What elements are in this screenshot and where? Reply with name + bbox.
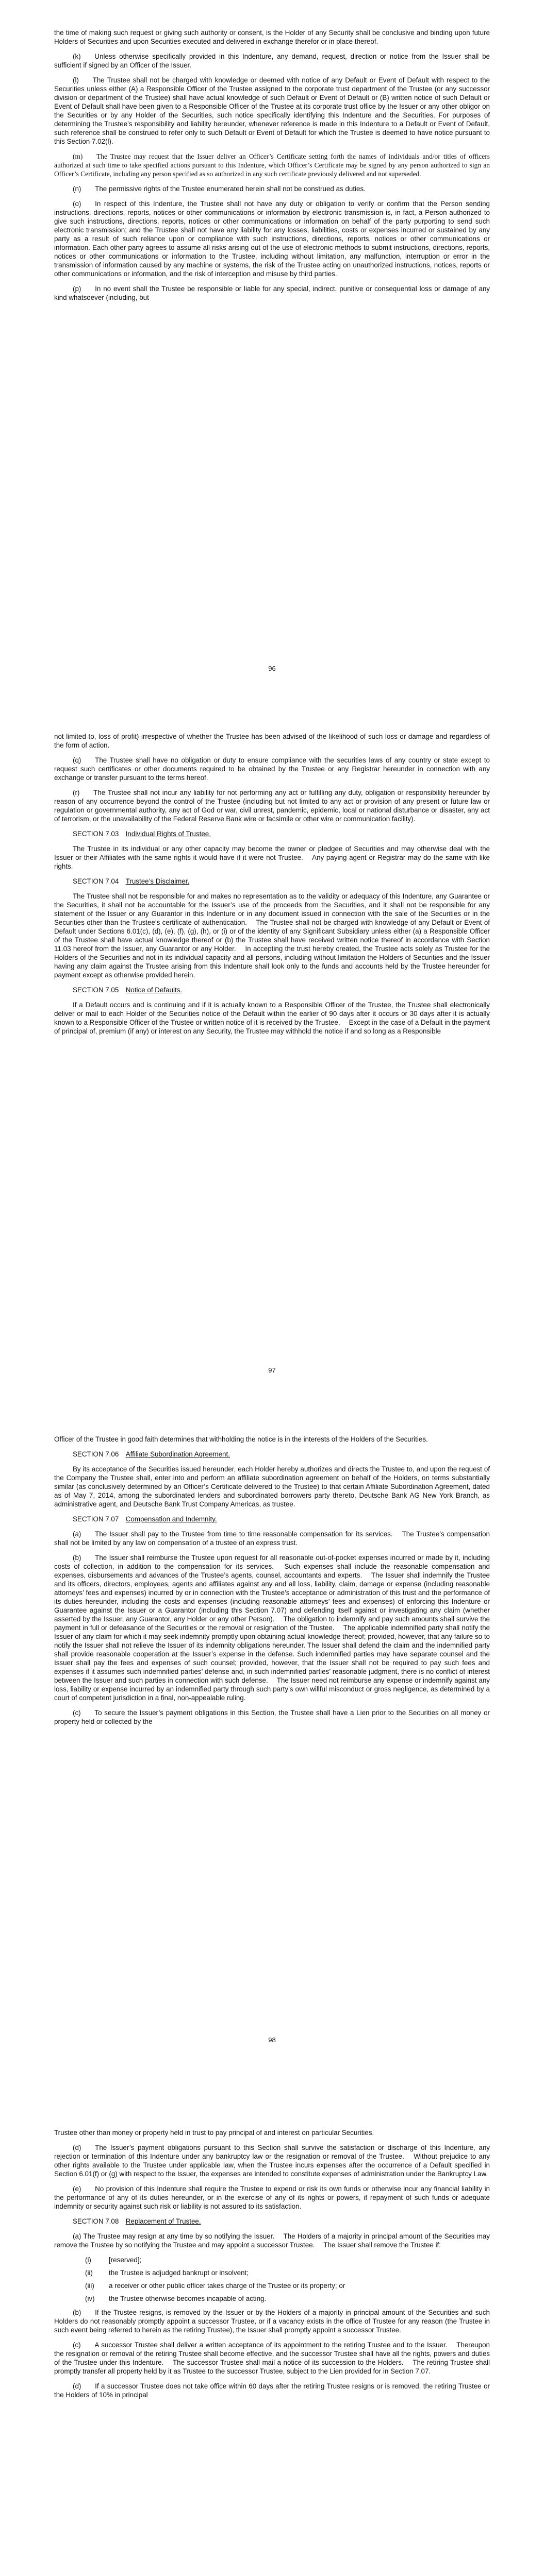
paragraph: By its acceptance of the Securities issued hereunder, each Holder hereby authorizes and directs the Trustee to, and upon the request of the Company the Trustee shall, enter into and perform an affiliate subordination agreement on behalf of the Holders, on terms substantially similar (as conclusively determined by an Officer’s Certificate delivered to the Trustee) to that certain Affiliate Subordination Agreement, dated as of May 7, 2014, among the subordinated lenders and subordinated borrowers party thereto, Deutsche Bank AG New York Branch, as administrative agent, and Deutsche Bank Trust Company Americas, as trustee.	[54, 1465, 490, 1508]
list-item-text: a receiver or other public officer takes charge of the Trustee or its property; or	[109, 2282, 345, 2290]
paragraph: If a Default occurs and is continuing and if it is actually known to a Responsible Officer of the Trustee, the Trustee shall electronically deliver or mail to each Holder of the Securities notice of the Default within the earlier of 90 days after it occurs or 30 days after it is actually known to a Responsible Officer of the Trustee or written notice of it is received by the Trustee. Except in the case of a Default in the payment of principal of, premium (if any) or interest on any Security, the Trustee may withhold the notice if and so long as a Responsible	[54, 1001, 490, 1035]
list-item-number: (iii)	[85, 2282, 94, 2290]
section-title: Replacement of Trustee.	[125, 2217, 201, 2225]
page-body	[54, 28, 490, 308]
section-heading	[54, 986, 490, 994]
section-number: SECTION 7.05	[73, 986, 119, 994]
paragraph: Officer of the Trustee in good faith determines that withholding the notice is in the interests of the Holders of the Securities.	[54, 1435, 428, 1443]
list-item-number: (i)	[85, 2256, 91, 2264]
paragraph: (c) A successor Trustee shall deliver a written acceptance of its appointment to the retiring Trustee and to the Issuer. Thereupon the resignation or removal of the retiring Trustee shall become effective, and the successor Trustee shall have all the rights, powers and duties of the Trustee under this Indenture. The successor Trustee shall mail a notice of its succession to the Holders. The retiring Trustee shall promptly transfer all property held by it as Trustee to the successor Trustee, subject to the Lien provided for in Section 7.07.	[54, 2341, 490, 2375]
section-heading	[54, 829, 490, 838]
page-97	[0, 703, 544, 1406]
paragraph: the time of making such request or giving such authority or consent, is the Holder of any Security shall be conclusive and binding upon future Holders of Securities and upon Securities executed and delivered in exchange therefor or in place thereof.	[54, 29, 490, 45]
page-96	[0, 0, 544, 703]
paragraph: (a) The Issuer shall pay to the Trustee from time to time reasonable compensation for its services. The Trustee’s compensation shall not be limited by any law on compensation of a trustee of an express trust.	[54, 1530, 490, 1547]
list-item	[85, 2268, 490, 2277]
page-number: 98	[268, 2036, 276, 2044]
list-item	[85, 2294, 490, 2303]
section-number: SECTION 7.06	[73, 1450, 119, 1458]
list-item-number: (ii)	[85, 2269, 93, 2277]
list-item	[85, 2256, 490, 2264]
paragraph: not limited to, loss of profit) irrespective of whether the Trustee has been advised of the likelihood of such loss or damage and regardless of the form of action.	[54, 733, 490, 749]
page-number: 97	[268, 1366, 276, 1374]
paragraph: (a) The Trustee may resign at any time by so notifying the Issuer. The Holders of a majority in principal amount of the Securities may remove the Trustee by so notifying the Trustee and may appoint a successor Trustee. The Issuer shall remove the Trustee if:	[54, 2232, 490, 2249]
list-item-number: (iv)	[85, 2295, 95, 2302]
page-98	[0, 1406, 544, 2110]
paragraph: (c) To secure the Issuer’s payment obligations in this Section, the Trustee shall have a Lien prior to the Securities on all money or property held or collected by the	[54, 1709, 490, 1725]
section-title: Notice of Defaults.	[125, 986, 183, 994]
section-title: Affiliate Subordination Agreement.	[125, 1450, 230, 1458]
paragraph: (l) The Trustee shall not be charged with knowledge or deemed with notice of any Default or Event of Default with respect to the Securities unless either (A) a Responsible Officer of the Trustee assigned to the corporate trust department of the Trustee (or any successor division or department of the Trustee) shall have actual knowledge of such Default or Event of Default or (B) written notice of such Default or Event of Default shall have been given to a Responsible Officer of the Trustee at its corporate trust office by the Issuer or any other obligor on the Securities or by any Holder of the Securities, such notice specifically identifying this Indenture and the Securities. For purposes of determining the Trustee’s responsibility and liability hereunder, whenever reference is made in this Indenture to a Default or Event of Default, such reference shall be construed to refer only to such Default or Event of Default for which the Trustee is deemed to have notice pursuant to this Section 7.02(l).	[54, 76, 490, 145]
removal-conditions-list	[85, 2256, 490, 2303]
section-number: SECTION 7.08	[73, 2217, 119, 2225]
list-item-text: the Trustee is adjudged bankrupt or insolvent;	[109, 2269, 249, 2277]
page-number: 96	[268, 665, 276, 672]
section-number: SECTION 7.04	[73, 877, 119, 885]
paragraph: (r) The Trustee shall not incur any liability for not performing any act or fulfilling any duty, obligation or responsibility hereunder by reason of any occurrence beyond the control of the Trustee (including but not limited to any act or provision of any present or future law or regulation or governmental authority, any act of God or war, civil unrest, pandemic, epidemic, local or national disturbance or disaster, any act of terrorism, or the unavailability of the Federal Reserve Bank wire or facsimile or other wire or communication facility).	[54, 789, 490, 823]
section-title: Individual Rights of Trustee.	[125, 830, 211, 838]
page-body	[54, 1435, 490, 1732]
paragraph: (k) Unless otherwise specifically provided in this Indenture, any demand, request, direction or notice from the Issuer shall be sufficient if signed by an Officer of the Issuer.	[54, 53, 490, 69]
paragraph: (p) In no event shall the Trustee be responsible or liable for any special, indirect, punitive or consequential loss or damage of any kind whatsoever (including, but	[54, 285, 490, 301]
paragraph: (b) If the Trustee resigns, is removed by the Issuer or by the Holders of a majority in principal amount of the Securities and such Holders do not reasonably promptly appoint a successor Trustee, or if a vacancy exists in the office of Trustee for any reason (the Trustee in such event being referred to herein as the retiring Trustee), the Issuer shall promptly appoint a successor Trustee.	[54, 2309, 490, 2334]
paragraph: (e) No provision of this Indenture shall require the Trustee to expend or risk its own funds or otherwise incur any financial liability in the performance of any of its duties hereunder, or in the exercise of any of its rights or powers, if repayment of such funds or adequate indemnity or security against such risk or liability is not assured to its satisfaction.	[54, 2185, 490, 2210]
page-body	[54, 732, 490, 1042]
list-item-text: the Trustee otherwise becomes incapable of acting.	[109, 2295, 267, 2302]
section-number: SECTION 7.03	[73, 830, 119, 838]
paragraph: (q) The Trustee shall have no obligation or duty to ensure compliance with the securities laws of any country or state except to request such certificates or other documents required to be obtained by the Trustee or any Registrar hereunder in connection with any exchange or transfer pursuant to the terms hereof.	[54, 756, 490, 782]
paragraph: Trustee other than money or property held in trust to pay principal of and interest on particular Securities.	[54, 2129, 374, 2137]
section-heading	[54, 2217, 490, 2226]
list-item	[85, 2281, 490, 2290]
section-title: Compensation and Indemnity.	[125, 1515, 217, 1523]
paragraph: The Trustee shall not be responsible for and makes no representation as to the validity or adequacy of this Indenture, any Guarantee or the Securities, it shall not be accountable for the Issuer’s use of the proceeds from the Securities, and it shall not be responsible for any statement of the Issuer or any Guarantor in this Indenture or in any document issued in connection with the sale of the Securities or in the Securities other than the Trustee’s certificate of authentication. The Trustee shall not be charged with knowledge of any Default or Event of Default under Sections 6.01(c), (d), (e), (f), (g), (h), or (i) or of the identity of any Significant Subsidiary unless either (a) a Responsible Officer of the Trustee shall have actual knowledge thereof or (b) the Trustee shall have received written notice thereof in accordance with Section 11.03 hereof from the Issuer, any Guarantor or any Holder. In accepting the trust hereby created, the Trustee acts solely as Trustee for the Holders of the Securities and not in its individual capacity and all persons, including without limitation the Holders of Securities and the Issuer having any claim against the Trustee arising from this Indenture shall look only to the funds and accounts held by the Trustee hereunder for payment except as otherwise provided herein.	[54, 892, 490, 979]
list-item-text: [reserved];	[109, 2256, 142, 2264]
paragraph: (m) The Trustee may request that the Issuer deliver an Officer’s Certificate setting forth the names of individuals and/or titles of officers authorized at such time to take specified actions pursuant to this Indenture, which Officer’s Certificate may be signed by any person authorized to sign an Officer’s Certificate, including any person specified as so authorized in any such certificate previously delivered and not superseded.	[54, 152, 490, 178]
paragraph: (n) The permissive rights of the Trustee enumerated herein shall not be construed as duties.	[73, 185, 366, 193]
section-heading	[54, 1450, 490, 1459]
paragraph: (d) The Issuer’s payment obligations pursuant to this Section shall survive the satisfaction or discharge of this Indenture, any rejection or termination of this Indenture under any bankruptcy law or the resignation or removal of the Trustee. Without prejudice to any other rights available to the Trustee under applicable law, when the Trustee incurs expenses after the occurrence of a Default specified in Section 6.01(f) or (g) with respect to the Issuer, the expenses are intended to constitute expenses of administration under the Bankruptcy Law.	[54, 2144, 490, 2178]
paragraph: (d) If a successor Trustee does not take office within 60 days after the retiring Trustee resigns or is removed, the retiring Trustee or the Holders of 10% in principal	[54, 2382, 490, 2399]
page-99	[0, 2110, 544, 2576]
page-body	[54, 2128, 490, 2405]
section-heading	[54, 1515, 490, 1523]
paragraph: (b) The Issuer shall reimburse the Trustee upon request for all reasonable out-of-pocket expenses incurred or made by it, including costs of collection, in addition to the compensation for its services. Such expenses shall include the reasonable compensation and expenses, disbursements and advances of the Trustee’s agents, counsel, accountants and experts. The Issuer shall indemnify the Trustee and its officers, directors, employees, agents and affiliates against any and all loss, liability, claim, damage or expense (including reasonable attorneys’ fees and expenses) incurred by or in connection with the Trustee’s acceptance or administration of this trust and the performance of its duties hereunder, including the costs and expenses (including reasonable attorneys’ fees and expenses) of enforcing this Indenture or Guarantee against the Issuer or a Guarantor (including this Section 7.07) and defending itself against or investigating any claim (whether asserted by the Issuer, any Guarantor, any Holder or any other Person). The obligation to indemnify and pay such amounts shall survive the payment in full or defeasance of the Securities or the removal or resignation of the Trustee. The applicable indemnified party shall notify the Issuer of any claim for which it may seek indemnity promptly upon obtaining actual knowledge thereof; provided, however, that any failure so to notify the Issuer shall not relieve the Issuer of its indemnity obligations hereunder. The Issuer shall defend the claim and the indemnified party shall provide reasonable cooperation at the Issuer’s expense in the defense. Such indemnified parties may have separate counsel and the Issuer shall pay the fees and expenses of such counsel; provided, however, that the Issuer shall not be required to pay such fees and expenses if it assumes such indemnified parties’ defense and, in such indemnified parties’ reasonable judgment, there is no conflict of interest between the Issuer and such parties in connection with such defense. The Issuer need not reimburse any expense or indemnify against any loss, liability or expense incurred by an indemnified party through such party’s own willful misconduct or gross negligence, as determined by a court of competent jurisdiction in a final, non-appealable ruling.	[54, 1554, 490, 1702]
section-number: SECTION 7.07	[73, 1515, 119, 1523]
paragraph: (o) In respect of this Indenture, the Trustee shall not have any duty or obligation to verify or confirm that the Person sending instructions, directions, reports, notices or other communications or information by electronic transmission is, in fact, a Person authorized to give such instructions, directions, reports, notices or other communications or information on behalf of the party purporting to send such electronic transmission; and the Trustee shall not have any liability for any losses, liabilities, costs or expenses incurred or sustained by any party as a result of such reliance upon or compliance with such instructions, directions, reports, notices or other communications or information. Each other party agrees to assume all risks arising out of the use of electronic methods to submit instructions, directions, reports, notices or other communications or information to the Trustee, including without limitation, any malfunction, interruption or error in the transmission of information caused by any machine or systems, the risk of the Trustee acting on unauthorized instructions, notices, reports or other communications or information, and the risk of interception and misuse by third parties.	[54, 200, 490, 278]
section-heading	[54, 877, 490, 886]
paragraph: The Trustee in its individual or any other capacity may become the owner or pledgee of Securities and may otherwise deal with the Issuer or their Affiliates with the same rights it would have if it were not Trustee. Any paying agent or Registrar may do the same with like rights.	[54, 845, 490, 870]
section-title: Trustee’s Disclaimer.	[125, 877, 190, 885]
